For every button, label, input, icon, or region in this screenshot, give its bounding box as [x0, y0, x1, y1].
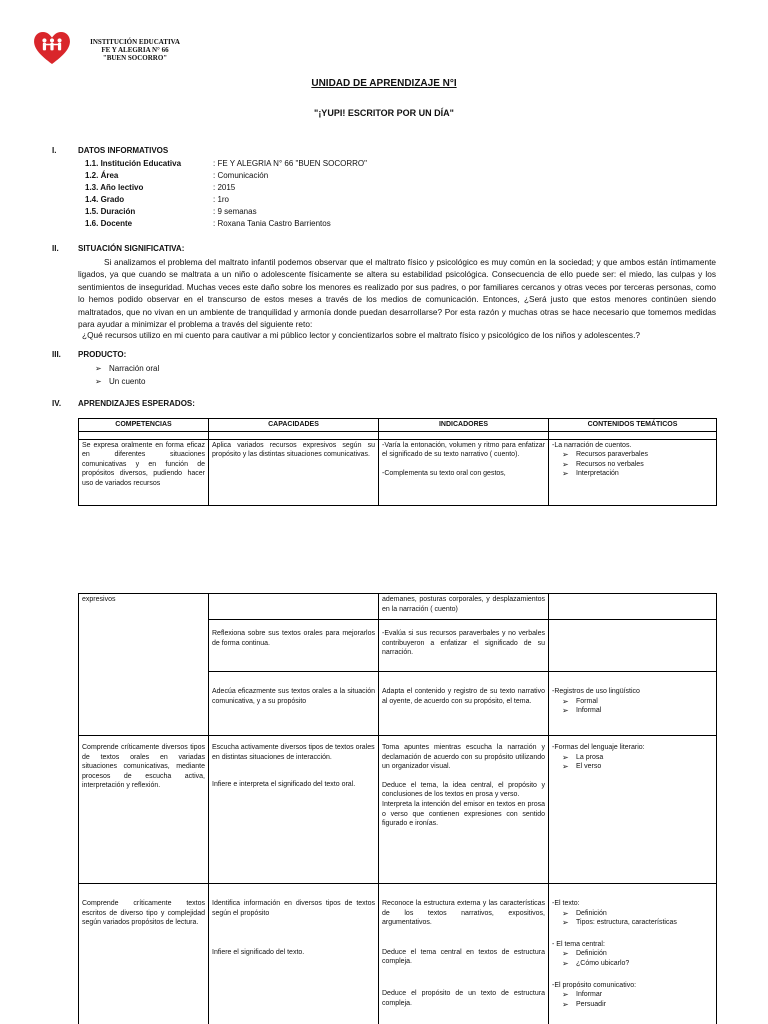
capacidad-text: Infiere el significado del texto. [212, 949, 305, 957]
list-item [552, 959, 713, 969]
contenido-item: Definición [576, 909, 607, 917]
indicador-text: -Varía la entonación, volumen y ritmo para enfatizar el significado de su texto narrativo ( cuento). [382, 441, 545, 459]
arrow-bullet-icon: ➢ [562, 949, 569, 959]
competencia-text: Comprende críticamente diversos tipos de textos orales en variadas situaciones comunicativas, mediante procesos de escucha activa, interpretación y reflexión. [82, 744, 205, 790]
section-number: II. [52, 244, 59, 253]
contenido-item: Informar [576, 991, 603, 999]
table-spacer-row [79, 431, 717, 439]
capacidad-cell [209, 884, 379, 1024]
col-header-capacidades: CAPACIDADES [209, 419, 379, 432]
list-item [552, 469, 713, 479]
contenido-cell [549, 439, 717, 505]
info-value: : 9 semanas [213, 207, 257, 216]
section-title: APRENDIZAJES ESPERADOS: [78, 399, 195, 408]
competencia-cell: Se expresa oralmente en forma eficaz en diferentes situaciones comunicativas y en función de propósitos diversos, pudiendo hacer uso de variados recursos [79, 439, 209, 505]
indicador-text: Deduce el tema central en textos de estructura compleja. [382, 948, 545, 966]
section-number: I. [52, 146, 57, 155]
info-value: : Roxana Tania Castro Barrientos [213, 219, 331, 228]
indicador-text: Reconoce la estructura externa y las características de los textos narrativos, expositivos, argumentativos. [382, 900, 545, 927]
capacidad-cell [209, 736, 379, 884]
col-header-contenidos: CONTENIDOS TEMÁTICOS [549, 419, 717, 432]
indicador-text: Toma apuntes mientras escucha la narración y declamación de acuerdo con su propósito utilizando un organizador visual. [382, 744, 545, 771]
contenido-cell [549, 594, 717, 620]
list-item [552, 990, 713, 1000]
section-number: IV. [52, 399, 62, 408]
info-row [85, 158, 367, 170]
arrow-bullet-icon: ➢ [562, 450, 569, 460]
product-label: Un cuento [109, 377, 146, 386]
arrow-bullet-icon: ➢ [562, 696, 569, 706]
list-item [95, 375, 159, 388]
contenido-cell [549, 736, 717, 884]
indicador-text: Interpreta la intención del emisor en textos en prosa o verso que contienen expresiones con sentido figurado e ironías. [382, 800, 545, 828]
competencia-text: Comprende críticamente textos escritos de diverso tipo y complejidad según variados propósitos de lectura. [82, 900, 205, 927]
contenido-item: ¿Cómo ubicarlo? [576, 959, 630, 967]
competencia-cell [79, 594, 209, 736]
table-row [79, 736, 717, 884]
product-label: Narración oral [109, 364, 160, 373]
col-header-indicadores: INDICADORES [379, 419, 549, 432]
contenido-item: Tipos: estructura, características [576, 919, 677, 927]
school-line-1: INSTITUCIÓN EDUCATIVA [90, 38, 180, 46]
competencia-cell [79, 736, 209, 884]
info-label: 1.3. Año lectivo [85, 183, 144, 192]
info-label: 1.4. Grado [85, 195, 125, 204]
list-item [552, 949, 713, 959]
arrow-bullet-icon: ➢ [95, 364, 102, 373]
contenido-title: - El tema central: [552, 940, 605, 948]
info-value: : 1ro [213, 195, 230, 204]
info-row [85, 206, 367, 218]
indicador-cell [379, 620, 549, 672]
info-list [85, 158, 367, 230]
contenido-title: -La narración de cuentos. [552, 441, 632, 449]
contenido-item: Formal [576, 697, 598, 705]
list-item [552, 909, 713, 919]
section-situacion [52, 244, 184, 253]
arrow-bullet-icon: ➢ [562, 762, 569, 772]
arrow-bullet-icon: ➢ [562, 958, 569, 968]
list-item [552, 1000, 713, 1010]
indicador-text: -Complementa su texto oral con gestos, [382, 469, 506, 477]
arrow-bullet-icon: ➢ [562, 999, 569, 1009]
indicador-cell [379, 884, 549, 1024]
indicador-cell [379, 439, 549, 505]
competencia-cell [79, 884, 209, 1024]
challenge-question: ¿Qué recursos utilizo en mi cuento para cautivar a mi público lector y concientizarlos sobre el maltrato físico y psicológico de los niños y adolescentes.? [82, 330, 641, 340]
info-label: 1.1. Institución Educativa [85, 159, 182, 168]
school-line-3: "BUEN SOCORRO" [102, 54, 168, 62]
arrow-bullet-icon: ➢ [562, 459, 569, 469]
contenido-item: Persuadir [576, 1000, 606, 1008]
table-row [79, 594, 717, 620]
contenido-title: -El propósito comunicativo: [552, 981, 637, 989]
list-item [95, 362, 159, 375]
unit-subtitle: "¡YUPI! ESCRITOR POR UN DÍA" [314, 108, 454, 118]
unit-title: UNIDAD DE APRENDIZAJE N°I [311, 78, 457, 89]
list-item [552, 762, 713, 772]
contenido-item: La prosa [576, 753, 604, 761]
contenido-item: Recursos paraverbales [576, 451, 648, 459]
indicador-text: Adapta el contenido y registro de su texto narrativo al oyente, de acuerdo con su propósito, el tema. [382, 688, 545, 705]
contenido-item: El verso [576, 763, 602, 771]
learning-table [78, 418, 717, 506]
section-datos-informativos [52, 146, 168, 155]
info-row [85, 182, 367, 194]
info-label: 1.2. Área [85, 171, 119, 180]
contenido-cell [549, 620, 717, 672]
arrow-bullet-icon: ➢ [562, 990, 569, 1000]
contenido-item: Definición [576, 950, 607, 958]
info-value: : Comunicación [213, 171, 269, 180]
indicador-cell: ademanes, posturas corporales, y desplazamientos en la narración ( cuento) [379, 594, 549, 620]
info-label: 1.5. Duración [85, 207, 136, 216]
capacidad-cell [209, 672, 379, 736]
info-row [85, 194, 367, 206]
capacidad-cell: Aplica variados recursos expresivos según su propósito y las distintas situaciones comunicativas. [209, 439, 379, 505]
section-title: DATOS INFORMATIVOS [78, 146, 169, 155]
contenido-cell [549, 884, 717, 1024]
table-row [79, 884, 717, 1024]
info-row [85, 218, 367, 230]
capacidad-cell [209, 620, 379, 672]
table-row [79, 439, 717, 505]
list-item [552, 918, 713, 928]
info-row [85, 170, 367, 182]
capacidad-text: Reflexiona sobre sus textos orales para mejorarlos de forma continua. [212, 630, 375, 647]
contenido-item: Interpretación [576, 470, 619, 478]
contenido-title: -El texto: [552, 900, 580, 907]
arrow-bullet-icon: ➢ [562, 752, 569, 762]
list-item [552, 697, 713, 707]
capacidad-text: Identifica información en diversos tipos de textos según el propósito [212, 900, 375, 917]
arrow-bullet-icon: ➢ [562, 918, 569, 928]
contenido-item: Recursos no verbales [576, 460, 644, 468]
learning-table-continued [78, 593, 717, 1024]
contenido-item: Informal [576, 707, 602, 715]
indicador-text: -Evalúa si sus recursos paraverbales y no verbales contribuyeron a enfatizar el significado de su narración. [382, 630, 545, 657]
list-item [552, 460, 713, 470]
school-name [80, 38, 190, 62]
section-producto [52, 350, 126, 359]
section-aprendizajes [52, 399, 195, 408]
list-item [552, 706, 713, 716]
section-number: III. [52, 350, 61, 359]
info-value: : FE Y ALEGRIA N° 66 "BUEN SOCORRO" [213, 159, 367, 168]
arrow-bullet-icon: ➢ [95, 377, 102, 386]
competencia-text: expresivos [82, 596, 116, 603]
product-list [95, 362, 159, 388]
indicador-cell [379, 736, 549, 884]
section-title: SITUACIÓN SIGNIFICATIVA: [78, 244, 185, 253]
table-header-row [79, 419, 717, 432]
indicador-cell [379, 672, 549, 736]
indicador-text: Deduce el tema, la idea central, el propósito y conclusiones de los textos en prosa y verso. [382, 781, 545, 799]
arrow-bullet-icon: ➢ [562, 469, 569, 479]
section-title: PRODUCTO: [78, 350, 127, 359]
heart-children-logo-icon [33, 31, 71, 65]
arrow-bullet-icon: ➢ [562, 706, 569, 716]
capacidad-text: Infiere e interpreta el significado del texto oral. [212, 781, 356, 789]
list-item [552, 753, 713, 763]
situacion-paragraph: Si analizamos el problema del maltrato infantil podemos observar que el maltrato físico y psicológico es muy común en la sociedad; y que ambos están íntimamente ligados, ya que cuando se maltrata a un niño o adolescente físicamente se altera su estabilidad psicológica. Consecuencia de ello puede ser: el miedo, las culpas y los sentimientos de inseguridad. Muchas veces este daño sobre los menores es realizado por sus padres, o por familiares cercanos y otras veces por terceras personas, como lo hemos podido observar en el transcurso de estos meses a través de los medios de comunicación. Entonces, ¿Será justo que estos menores continúen siendo maltratados, que no vivan en un ambiente de tranquilidad y armonía donde puedan desarrollarse? Por esta razón y muchas otras se hace necesario que tomemos medidas para ayudar a minimizar el problema a través del siguiente reto: [78, 257, 716, 330]
contenido-cell [549, 672, 717, 736]
capacidad-text: Escucha activamente diversos tipos de textos orales en distintas situaciones de interacción. [212, 744, 375, 761]
capacidad-cell [209, 594, 379, 620]
contenido-title: -Registros de uso lingüístico [552, 688, 640, 695]
arrow-bullet-icon: ➢ [562, 908, 569, 918]
capacidad-text: Adecúa eficazmente sus textos orales a la situación comunicativa, y a su propósito [212, 688, 375, 705]
indicador-text: Deduce el propósito de un texto de estructura compleja. [382, 989, 545, 1007]
school-line-2: FE Y ALEGRIA N° 66 [101, 46, 169, 54]
info-value: : 2015 [213, 183, 236, 192]
contenido-title: -Formas del lenguaje literario: [552, 744, 645, 751]
info-label: 1.6. Docente [85, 219, 133, 228]
list-item [552, 450, 713, 460]
col-header-competencias: COMPETENCIAS [79, 419, 209, 432]
